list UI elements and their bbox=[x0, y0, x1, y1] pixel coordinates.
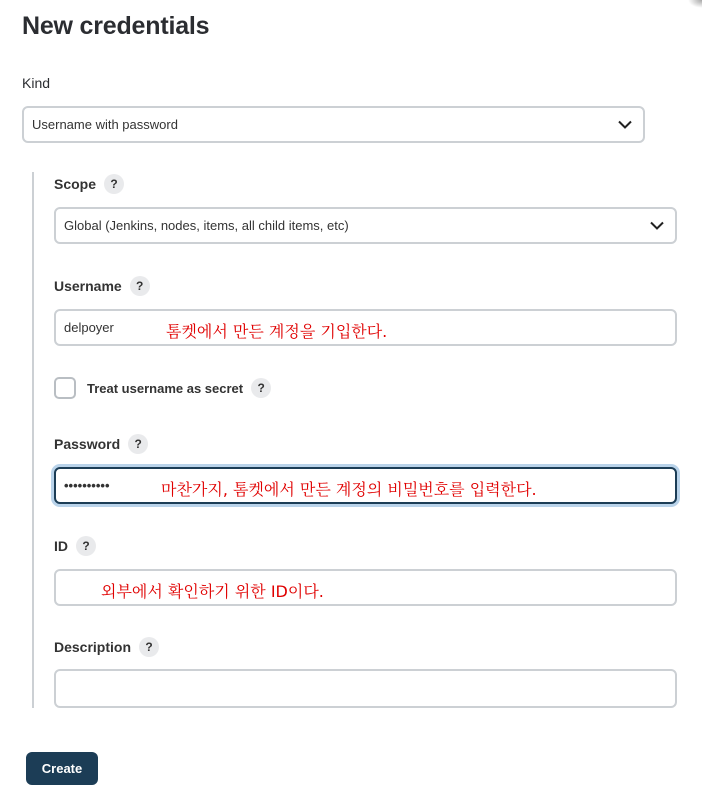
id-label-text: ID bbox=[54, 538, 68, 554]
scope-label-text: Scope bbox=[54, 176, 97, 192]
help-icon[interactable]: ? bbox=[104, 174, 124, 194]
username-annotation: 톰켓에서 만든 계정을 기입한다. bbox=[166, 322, 388, 341]
username-value: delpoyer bbox=[64, 320, 114, 335]
help-icon[interactable]: ? bbox=[76, 536, 96, 556]
create-button[interactable]: Create bbox=[26, 752, 98, 785]
description-field[interactable] bbox=[54, 669, 677, 708]
password-label bbox=[54, 433, 148, 455]
chevron-down-icon bbox=[639, 209, 675, 242]
kind-label-text: Kind bbox=[22, 75, 51, 91]
page-title: New credentials bbox=[22, 12, 210, 40]
scope-label bbox=[54, 173, 124, 195]
help-icon[interactable]: ? bbox=[130, 276, 150, 296]
scope-select[interactable] bbox=[54, 207, 677, 244]
id-label bbox=[54, 535, 96, 557]
password-value: •••••••••• bbox=[64, 478, 110, 493]
help-icon[interactable]: ? bbox=[251, 378, 271, 398]
description-label bbox=[54, 636, 159, 658]
kind-label bbox=[22, 72, 50, 94]
help-icon[interactable]: ? bbox=[128, 434, 148, 454]
treat-username-secret-checkbox[interactable] bbox=[54, 377, 76, 399]
treat-secret-label bbox=[87, 377, 271, 399]
id-annotation: 외부에서 확인하기 위한 ID이다. bbox=[101, 582, 324, 601]
description-label-text: Description bbox=[54, 639, 132, 655]
corner-shadow bbox=[688, 0, 702, 8]
kind-select-value: Username with password bbox=[32, 117, 178, 132]
chevron-down-icon bbox=[607, 108, 643, 141]
username-label bbox=[54, 275, 150, 297]
kind-select[interactable] bbox=[22, 106, 645, 143]
help-icon[interactable]: ? bbox=[139, 637, 159, 657]
treat-secret-label-text: Treat username as secret bbox=[87, 380, 244, 396]
username-label-text: Username bbox=[54, 278, 122, 294]
nested-section-bar bbox=[32, 172, 34, 708]
password-label-text: Password bbox=[54, 436, 121, 452]
scope-select-value: Global (Jenkins, nodes, items, all child items, etc) bbox=[64, 218, 349, 233]
password-annotation: 마찬가지, 톰켓에서 만든 계정의 비밀번호를 입력한다. bbox=[161, 480, 537, 499]
